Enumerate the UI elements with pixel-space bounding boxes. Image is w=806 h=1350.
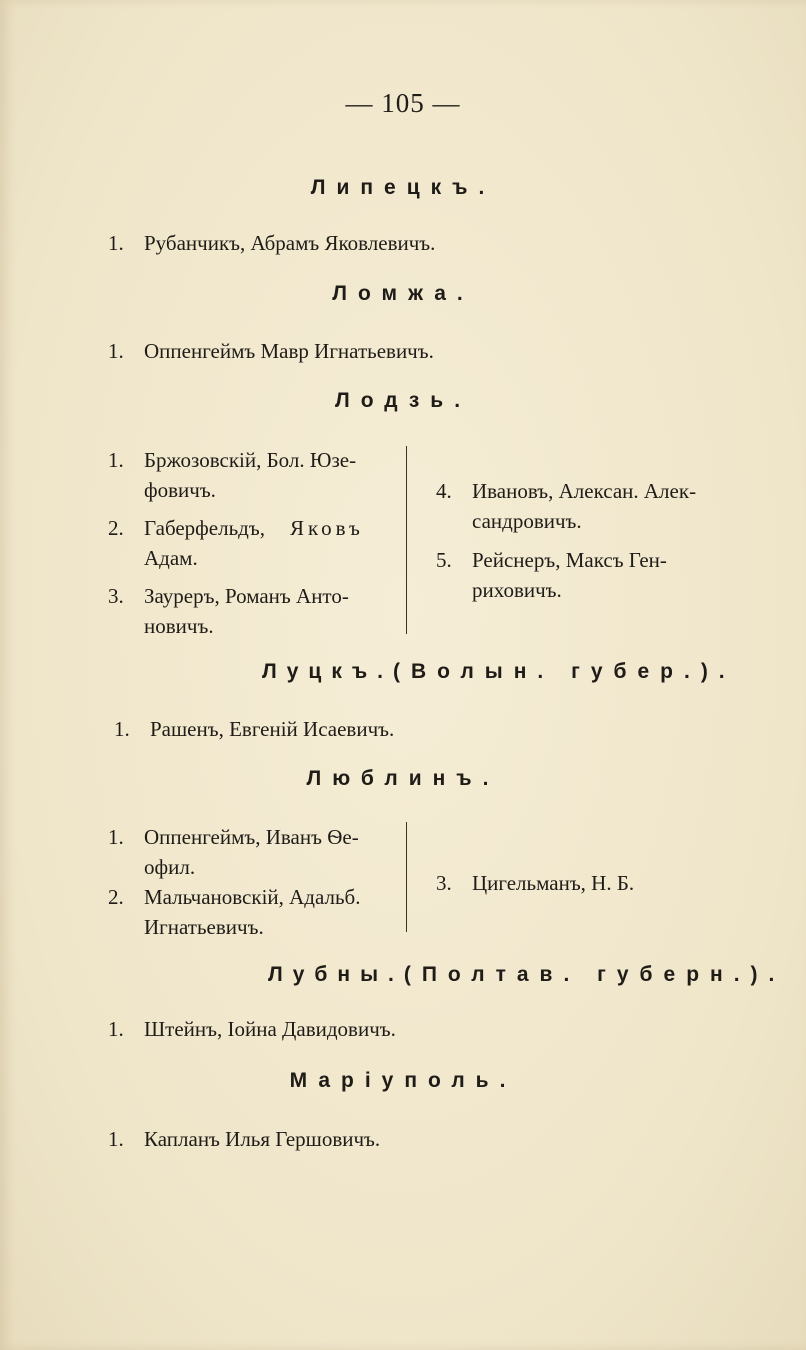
- entry-continuation: Адам.: [144, 546, 198, 570]
- entry-number: 1.: [108, 339, 124, 363]
- entry-text-spaced: Яковъ: [290, 516, 364, 540]
- entry-number: 3.: [108, 584, 124, 608]
- heading-lomzha: Ломжа.: [332, 282, 474, 305]
- entry-text: Оппенгеймъ Мавр Игнатьевичъ.: [144, 339, 434, 363]
- entry-number: 4.: [436, 479, 452, 503]
- heading-lubny-region: (Полтав. губерн.).: [403, 963, 786, 986]
- entry-continuation: новичъ.: [144, 614, 214, 638]
- list-item: [108, 511, 265, 545]
- heading-lubny-row: [268, 963, 785, 987]
- entry-number: 5.: [436, 548, 452, 572]
- heading-lutsk-region: (Волын. губер.).: [392, 660, 736, 683]
- heading-lublin: Люблинъ.: [306, 767, 500, 790]
- heading-mariupol: Маріуполь.: [289, 1069, 517, 1092]
- heading-lutsk: Луцкъ.: [262, 660, 393, 683]
- list-item: [108, 1122, 380, 1156]
- entry-text: Штейнъ, Іойна Давидовичъ.: [144, 1017, 396, 1041]
- list-item: [436, 474, 696, 508]
- entry-text: Ивановъ, Алексан. Алек-: [472, 479, 697, 503]
- entry-text: Бржозовскій, Бол. Юзе-: [144, 448, 357, 472]
- entry-text: Капланъ Илья Гершовичъ.: [144, 1127, 381, 1151]
- heading-lutsk-row: [262, 660, 736, 684]
- heading-lodz: Лодзь.: [334, 389, 472, 412]
- list-item: [436, 543, 667, 577]
- entry-text: Мальчановскій, Адальб.: [144, 885, 361, 909]
- list-item: [108, 579, 349, 613]
- heading-lubny: Лубны.: [268, 963, 404, 986]
- list-item: [108, 334, 434, 368]
- entry-number: 1.: [108, 1127, 124, 1151]
- entry-number: 1.: [108, 231, 124, 255]
- list-item: [108, 820, 359, 854]
- list-item: [436, 866, 634, 900]
- list-item: [108, 880, 361, 914]
- entry-continuation: Игнатьевичъ.: [144, 915, 264, 939]
- entry-number: 2.: [108, 885, 124, 909]
- list-item: [108, 226, 435, 260]
- entry-text: Цигельманъ, Н. Б.: [472, 871, 635, 895]
- column-divider: [406, 822, 407, 932]
- entry-number: 1.: [108, 825, 124, 849]
- column-divider: [406, 446, 407, 634]
- heading-lipetsk: Липецкъ.: [310, 176, 496, 199]
- entry-continuation: риховичъ.: [472, 578, 562, 602]
- entry-text: Рашенъ, Евгеній Исаевичъ.: [150, 717, 395, 741]
- entry-number: 2.: [108, 516, 124, 540]
- list-item: [108, 443, 356, 477]
- entry-text: Зауреръ, Романъ Анто-: [144, 584, 349, 608]
- entry-number: 1.: [108, 1017, 124, 1041]
- entry-text: Габерфельдъ,: [144, 516, 265, 540]
- list-item: [114, 712, 394, 746]
- entry-text: Рейснеръ, Максъ Ген-: [472, 548, 667, 572]
- entry-continuation: офил.: [144, 855, 196, 879]
- entry-number: 1.: [108, 448, 124, 472]
- entry-number: 1.: [114, 717, 130, 741]
- page-number: — 105 —: [345, 88, 461, 118]
- entry-continuation: фовичъ.: [144, 478, 216, 502]
- entry-number: 3.: [436, 871, 452, 895]
- entry-text: Рубанчикъ, Абрамъ Яковлевичъ.: [144, 231, 436, 255]
- list-item: [108, 1012, 396, 1046]
- entry-continuation: сандровичъ.: [472, 509, 582, 533]
- entry-text: Оппенгеймъ, Иванъ Ѳе-: [144, 825, 359, 849]
